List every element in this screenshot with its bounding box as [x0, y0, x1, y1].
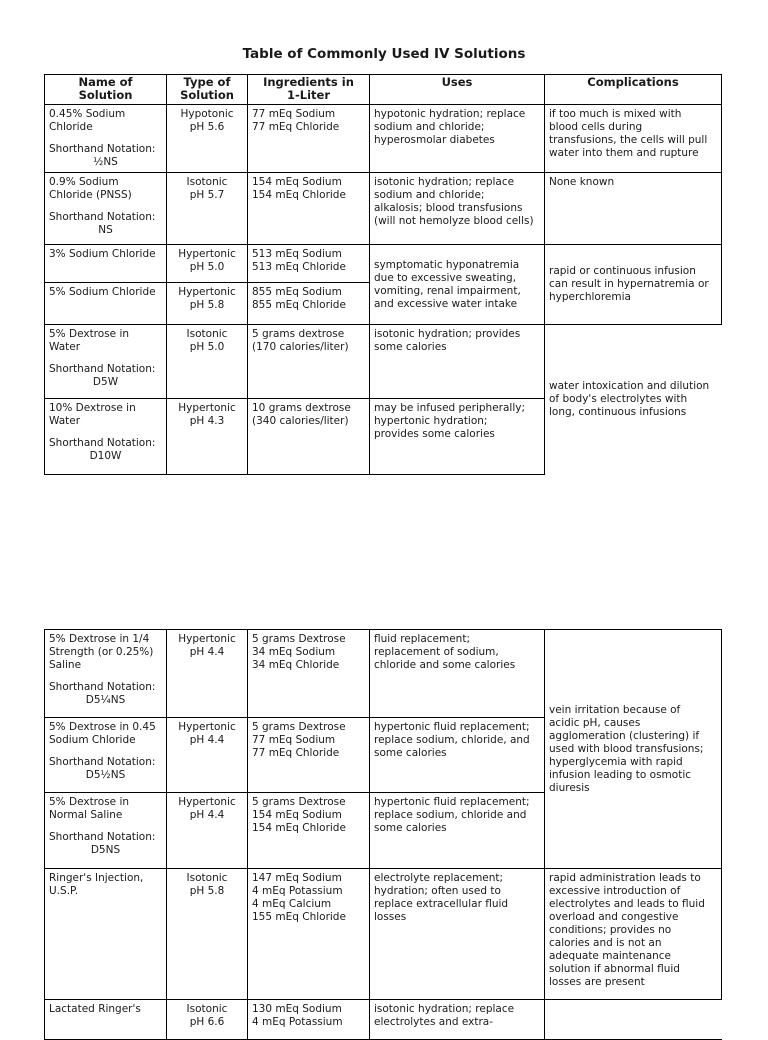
- text-line: 855 mEq Chloride: [252, 299, 346, 311]
- text-line: rapid administration leads to: [549, 872, 701, 884]
- solution-name-cell: 0.9% Sodium Chloride (PNSS) Shorthand Notation: NS: [45, 173, 167, 245]
- text-line: losses are present: [549, 976, 645, 988]
- text-line: hypertonic fluid replacement;: [374, 796, 530, 808]
- text-line: pH 5.0: [189, 341, 225, 353]
- text-line: 147 mEq Sodium: [252, 872, 342, 884]
- header-type: [167, 75, 248, 105]
- solution-type-cell: [167, 325, 248, 399]
- solution-name-cell: 10% Dextrose in Water Shorthand Notation: D10W: [45, 399, 167, 475]
- ingredients-cell: [248, 718, 370, 793]
- solution-type-cell: [167, 1000, 248, 1040]
- text-line: 5% Dextrose in: [49, 796, 130, 808]
- text-line: adequate maintenance: [549, 950, 672, 962]
- text-line: hyperosmolar diabetes: [374, 134, 495, 146]
- header-row: [45, 75, 722, 105]
- text-line: solution if abnormal fluid: [549, 963, 680, 975]
- text-line: 154 mEq Chloride: [252, 189, 346, 201]
- text-line: long, continuous infusions: [549, 406, 687, 419]
- uses-cell: [370, 793, 545, 869]
- text-line: pH 6.6: [189, 1016, 225, 1028]
- document-title: Table of Commonly Used IV Solutions: [242, 46, 526, 62]
- text-line: Hypertonic: [178, 286, 236, 298]
- text-line: Lactated Ringer's: [49, 1003, 141, 1015]
- solution-type-cell: [167, 105, 248, 173]
- text-line: 5 grams Dextrose: [252, 633, 346, 645]
- text-line: Isotonic: [186, 176, 228, 188]
- text-line: used with blood transfusions;: [549, 742, 704, 755]
- text-line: due to excessive sweating,: [374, 271, 517, 284]
- uses-cell: [370, 630, 545, 718]
- text-line: and excessive water intake: [374, 297, 518, 310]
- text-line: hypotonic hydration; replace: [374, 108, 526, 120]
- solution-name-cell: [45, 283, 167, 325]
- text-line: Isotonic: [186, 1003, 228, 1015]
- text-line: electrolytes and leads to fluid: [549, 898, 705, 910]
- text-line: Chloride: [49, 121, 93, 133]
- text-line: 154 mEq Chloride: [252, 822, 346, 834]
- text-line: blood cells during: [549, 121, 643, 133]
- text-line: 513 mEq Sodium: [252, 248, 342, 260]
- text-line: pH 5.8: [189, 299, 225, 311]
- table-row: [45, 245, 722, 283]
- text-line: 513 mEq Chloride: [252, 261, 346, 273]
- text-line: pH 4.4: [189, 646, 225, 658]
- ingredients-cell: [248, 283, 370, 325]
- text-line: transfusions, the cells will pull: [549, 134, 708, 146]
- text-line: 0.9% Sodium: [49, 176, 119, 188]
- table-row: [45, 1000, 722, 1040]
- text-line: pH 5.8: [189, 885, 225, 897]
- text-line: Ringer's Injection,: [49, 872, 144, 884]
- text-line: pH 5.0: [189, 261, 225, 273]
- text-line: 4 mEq Calcium: [252, 898, 332, 910]
- solution-name-cell: 5% Dextrose in 0.45 Sodium Chloride Shorthand Notation: D5½NS: [45, 718, 167, 793]
- text-line: 10 grams dextrose: [252, 402, 351, 414]
- text-line: water intoxication and dilution: [549, 380, 710, 393]
- text-line: None known: [549, 176, 615, 188]
- text-line: (340 calories/liter): [252, 415, 349, 427]
- table-row: [45, 173, 722, 245]
- text-line: Isotonic: [186, 872, 228, 884]
- text-line: 34 mEq Sodium: [252, 646, 336, 658]
- text-line: losses: [374, 911, 407, 923]
- text-line: electrolyte replacement;: [374, 872, 504, 884]
- complications-cell: [545, 245, 722, 325]
- text-line: Solution: [78, 88, 133, 102]
- solution-name-cell: 5% Dextrose in Water Shorthand Notation: D5W: [45, 325, 167, 399]
- text-line: 5% Dextrose in: [49, 328, 130, 340]
- uses-cell: [370, 869, 545, 1000]
- complications-cell: [545, 1000, 722, 1040]
- ingredients-cell: [248, 173, 370, 245]
- text-line: 0.45% Sodium: [49, 108, 126, 120]
- solution-name-cell: 5% Dextrose in Normal Saline Shorthand Notation: D5NS: [45, 793, 167, 869]
- table-row: [45, 869, 722, 1000]
- uses-cell: [370, 399, 545, 475]
- text-line: replace sodium, chloride, and: [374, 734, 530, 746]
- text-line: conditions; provides no: [549, 924, 672, 936]
- text-line: pH 5.7: [189, 189, 225, 201]
- text-line: (170 calories/liter): [252, 341, 349, 353]
- text-line: 5 grams dextrose: [252, 328, 345, 340]
- solution-name-cell: 0.45% Sodium Chloride Shorthand Notation: ½NS: [45, 105, 167, 173]
- text-line: replacement of sodium,: [374, 646, 499, 658]
- text-line: Hypertonic: [178, 248, 236, 260]
- text-line: 77 mEq Sodium: [252, 108, 336, 120]
- solution-type-cell: [167, 283, 248, 325]
- text-line: 4 mEq Potassium: [252, 1016, 343, 1028]
- text-line: 77 mEq Sodium: [252, 734, 336, 746]
- header-name: [45, 75, 167, 105]
- text-line: pH 5.6: [189, 121, 225, 133]
- complications-cell: [545, 173, 722, 245]
- text-line: some calories: [374, 747, 447, 759]
- text-line: 154 mEq Sodium: [252, 809, 342, 821]
- solution-type-cell: [167, 399, 248, 475]
- text-line: pH 4.4: [189, 734, 225, 746]
- text-line: vomiting, renal impairment,: [374, 284, 521, 297]
- text-line: (will not hemolyze blood cells): [374, 215, 534, 227]
- ingredients-cell: [248, 399, 370, 475]
- solution-name-cell: [45, 245, 167, 283]
- text-line: water into them and rupture: [549, 147, 699, 159]
- text-line: Sodium Chloride: [49, 734, 136, 746]
- text-line: hypertonic fluid replacement;: [374, 721, 530, 733]
- text-line: some calories: [374, 822, 447, 834]
- complications-cell: [545, 869, 722, 1000]
- solution-type-cell: [167, 869, 248, 1000]
- solution-type-cell: [167, 630, 248, 718]
- complications-cell: [545, 630, 722, 869]
- text-line: of body's electrolytes with: [549, 393, 688, 406]
- text-line: overload and congestive: [549, 911, 679, 923]
- text-line: can result in hypernatremia or: [549, 278, 709, 290]
- text-line: 4 mEq Potassium: [252, 885, 343, 897]
- complications-cell: [545, 325, 722, 475]
- text-line: pH 4.4: [189, 809, 225, 821]
- text-line: 10% Dextrose in: [49, 402, 136, 414]
- text-line: Type of: [183, 75, 231, 89]
- text-line: may be infused peripherally;: [374, 402, 526, 414]
- text-line: isotonic hydration; provides: [374, 328, 521, 340]
- ingredients-cell: [248, 869, 370, 1000]
- ingredients-cell: [248, 325, 370, 399]
- text-line: replace sodium, chloride and: [374, 809, 527, 821]
- solution-name-cell: 5% Dextrose in 1/4 Strength (or 0.25%) Saline Shorthand Notation: D5¼NS: [45, 630, 167, 718]
- text-line: Hypertonic: [178, 402, 236, 414]
- text-line: if too much is mixed with: [549, 108, 682, 120]
- text-line: 3% Sodium Chloride: [49, 248, 156, 260]
- text-line: acidic pH, causes: [549, 716, 641, 729]
- ingredients-cell: [248, 245, 370, 283]
- text-line: Normal Saline: [49, 809, 123, 821]
- text-line: Saline: [49, 659, 82, 671]
- text-line: agglomeration (clustering) if: [549, 729, 700, 742]
- text-line: Hypertonic: [178, 721, 236, 733]
- text-line: 154 mEq Sodium: [252, 176, 342, 188]
- ingredients-cell: [248, 105, 370, 173]
- text-line: chloride and some calories: [374, 659, 516, 671]
- solution-type-cell: [167, 245, 248, 283]
- text-line: 77 mEq Chloride: [252, 121, 340, 133]
- solution-type-cell: [167, 718, 248, 793]
- solution-name-cell: [45, 869, 167, 1000]
- text-line: rapid or continuous infusion: [549, 265, 696, 277]
- text-line: excessive introduction of: [549, 885, 681, 897]
- header-complications: Complications: [545, 75, 722, 105]
- text-line: Water: [49, 415, 81, 427]
- text-line: isotonic hydration; replace: [374, 1003, 515, 1015]
- ingredients-cell: [248, 793, 370, 869]
- ingredients-cell: [248, 1000, 370, 1040]
- uses-cell: [370, 718, 545, 793]
- text-line: Strength (or 0.25%): [49, 646, 154, 658]
- text-line: isotonic hydration; replace: [374, 176, 515, 188]
- iv-solutions-table-1: [44, 74, 722, 475]
- text-line: 34 mEq Chloride: [252, 659, 340, 671]
- ingredients-cell: [248, 630, 370, 718]
- text-line: Isotonic: [186, 328, 228, 340]
- text-line: Hypotonic: [180, 108, 234, 120]
- table-row: [45, 105, 722, 173]
- text-line: Hypertonic: [178, 796, 236, 808]
- text-line: 5% Dextrose in 1/4: [49, 633, 150, 645]
- text-line: hyperchloremia: [549, 291, 631, 303]
- text-line: infusion leading to osmotic: [549, 768, 692, 781]
- text-line: 855 mEq Sodium: [252, 286, 342, 298]
- text-line: Ingredients in: [263, 75, 354, 89]
- text-line: electrolytes and extra-: [374, 1016, 493, 1028]
- text-line: alkalosis; blood transfusions: [374, 202, 523, 214]
- iv-solutions-table-2: [44, 629, 722, 1040]
- text-line: provides some calories: [374, 428, 495, 440]
- text-line: hyperglycemia with rapid: [549, 755, 683, 768]
- text-line: 5% Sodium Chloride: [49, 286, 156, 298]
- text-line: Chloride (PNSS): [49, 189, 132, 201]
- solution-name-cell: [45, 1000, 167, 1040]
- text-line: 155 mEq Chloride: [252, 911, 346, 923]
- text-line: 5 grams Dextrose: [252, 796, 346, 808]
- text-line: fluid replacement;: [374, 633, 470, 645]
- solution-type-cell: [167, 173, 248, 245]
- text-line: symptomatic hyponatremia: [374, 258, 520, 271]
- complications-cell: [545, 105, 722, 173]
- solution-type-cell: [167, 793, 248, 869]
- text-line: 5 grams Dextrose: [252, 721, 346, 733]
- header-ingredients: [248, 75, 370, 105]
- text-line: sodium and chloride;: [374, 189, 485, 201]
- uses-cell: [370, 1000, 545, 1040]
- text-line: 77 mEq Chloride: [252, 747, 340, 759]
- text-line: vein irritation because of: [549, 703, 681, 716]
- uses-cell: [370, 105, 545, 173]
- text-line: U.S.P.: [49, 885, 79, 897]
- uses-cell: [370, 173, 545, 245]
- table-row: [45, 325, 722, 399]
- text-line: hypertonic hydration;: [374, 415, 488, 427]
- text-line: some calories: [374, 341, 447, 353]
- uses-cell: [370, 325, 545, 399]
- header-uses: Uses: [370, 75, 545, 105]
- text-line: Solution: [180, 88, 234, 102]
- text-line: sodium and chloride;: [374, 121, 485, 133]
- text-line: Name of: [78, 75, 133, 89]
- text-line: pH 4.3: [189, 415, 225, 427]
- text-line: replace extracellular fluid: [374, 898, 509, 910]
- text-line: hydration; often used to: [374, 885, 501, 897]
- text-line: Hypertonic: [178, 633, 236, 645]
- text-line: Water: [49, 341, 81, 353]
- text-line: 1-Liter: [286, 88, 330, 102]
- uses-cell: [370, 245, 545, 325]
- text-line: diuresis: [549, 781, 590, 794]
- table-row: [45, 630, 722, 718]
- text-line: 5% Dextrose in 0.45: [49, 721, 156, 733]
- text-line: 130 mEq Sodium: [252, 1003, 342, 1015]
- text-line: calories and is not an: [549, 937, 662, 949]
